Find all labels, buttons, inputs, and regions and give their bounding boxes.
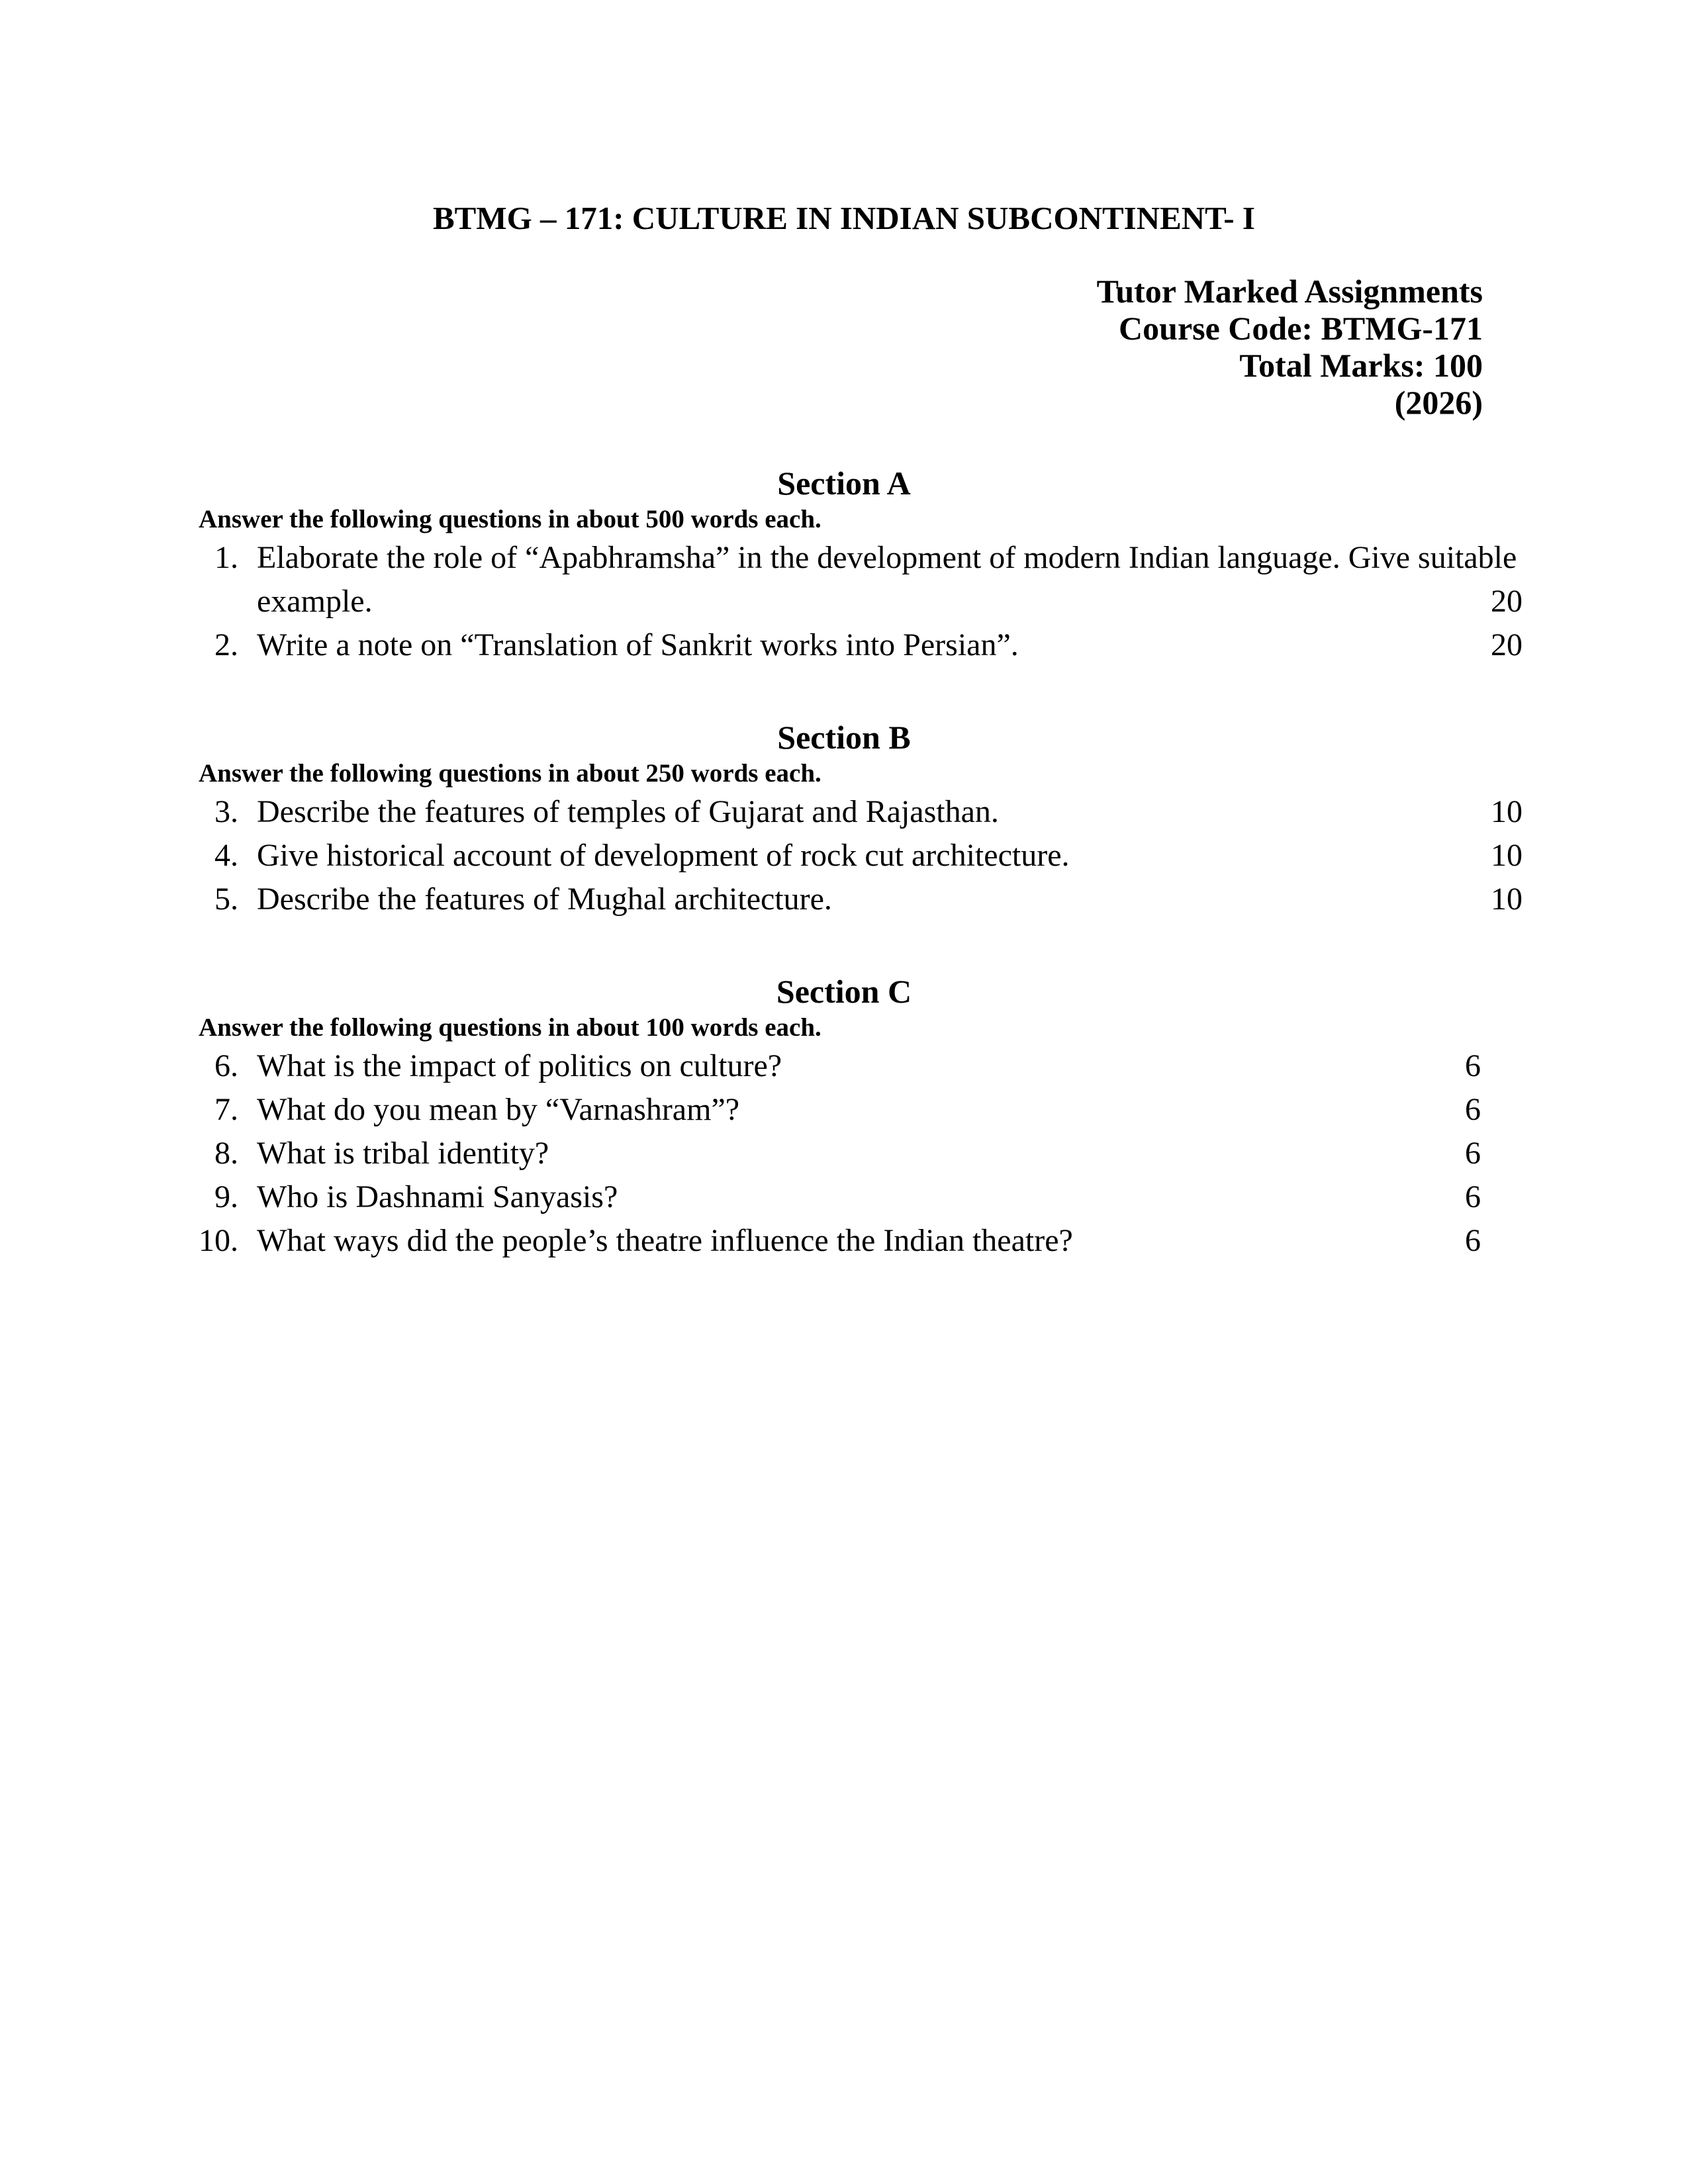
question-item: [199, 1088, 1489, 1132]
question-marks: 6: [1465, 1179, 1481, 1214]
meta-total-marks: Total Marks: 100: [1239, 347, 1483, 384]
question-marks: 10: [1491, 794, 1523, 829]
question-item: [199, 1044, 1489, 1088]
question-text: Who is Dashnami Sanyasis?: [257, 1179, 618, 1214]
question-marks: 20: [1491, 584, 1523, 619]
question-marks: 6: [1465, 1048, 1481, 1083]
question-item: [199, 878, 1523, 921]
assignment-meta: [1097, 273, 1483, 421]
question-number: 7.: [214, 1092, 238, 1127]
question-item: [199, 834, 1523, 878]
question-number: 5.: [214, 882, 238, 917]
meta-year: (2026): [1394, 384, 1483, 421]
question-marks: 6: [1465, 1136, 1481, 1171]
question-list: [199, 790, 1523, 921]
question-marks: 6: [1465, 1092, 1481, 1127]
question-item: [199, 1219, 1489, 1263]
question-number: 2.: [214, 627, 238, 662]
question-text: What ways did the people’s theatre influence the Indian theatre?: [257, 1223, 1073, 1258]
question-text: Write a note on “Translation of Sankrit works into Persian”.: [257, 627, 1019, 662]
question-list: [199, 536, 1523, 667]
question-text: Describe the features of Mughal architecture.: [257, 882, 832, 917]
question-number: 10.: [199, 1223, 238, 1258]
question-text: Elaborate the role of “Apabhramsha” in the development of modern Indian language. Give suitable example.: [257, 540, 1517, 619]
section-title: Section B: [777, 719, 911, 756]
document-title: BTMG – 171: CULTURE IN INDIAN SUBCONTINENT- I: [432, 200, 1255, 236]
question-item: [199, 1175, 1489, 1219]
question-text: Describe the features of temples of Gujarat and Rajasthan.: [257, 794, 999, 829]
question-marks: 20: [1491, 627, 1523, 662]
question-list: [199, 1044, 1489, 1263]
question-item: [199, 623, 1523, 667]
question-number: 4.: [214, 838, 238, 873]
question-item: [199, 1132, 1489, 1175]
section-a: [199, 463, 1523, 667]
question-text: What is tribal identity?: [257, 1136, 549, 1171]
question-item: [199, 536, 1523, 623]
question-text: What do you mean by “Varnashram”?: [257, 1092, 740, 1127]
section-title: Section A: [777, 465, 911, 502]
question-item: [199, 790, 1523, 834]
meta-course-code: Course Code: BTMG-171: [1119, 310, 1483, 347]
question-number: 1.: [214, 540, 238, 575]
section-instruction: Answer the following questions in about 500 words each.: [199, 505, 821, 533]
question-marks: 6: [1465, 1223, 1481, 1258]
question-text: Give historical account of development of rock cut architecture.: [257, 838, 1070, 873]
section-c: [199, 972, 1489, 1263]
question-number: 3.: [214, 794, 238, 829]
section-title: Section C: [776, 973, 912, 1010]
question-number: 8.: [214, 1136, 238, 1171]
question-text: What is the impact of politics on culture?: [257, 1048, 782, 1083]
meta-assignment-type: Tutor Marked Assignments: [1096, 273, 1483, 310]
question-number: 9.: [214, 1179, 238, 1214]
question-number: 6.: [214, 1048, 238, 1083]
section-instruction: Answer the following questions in about 100 words each.: [199, 1013, 821, 1042]
section-b: [199, 717, 1523, 921]
section-instruction: Answer the following questions in about 250 words each.: [199, 759, 821, 788]
question-marks: 10: [1491, 882, 1523, 917]
question-marks: 10: [1491, 838, 1523, 873]
